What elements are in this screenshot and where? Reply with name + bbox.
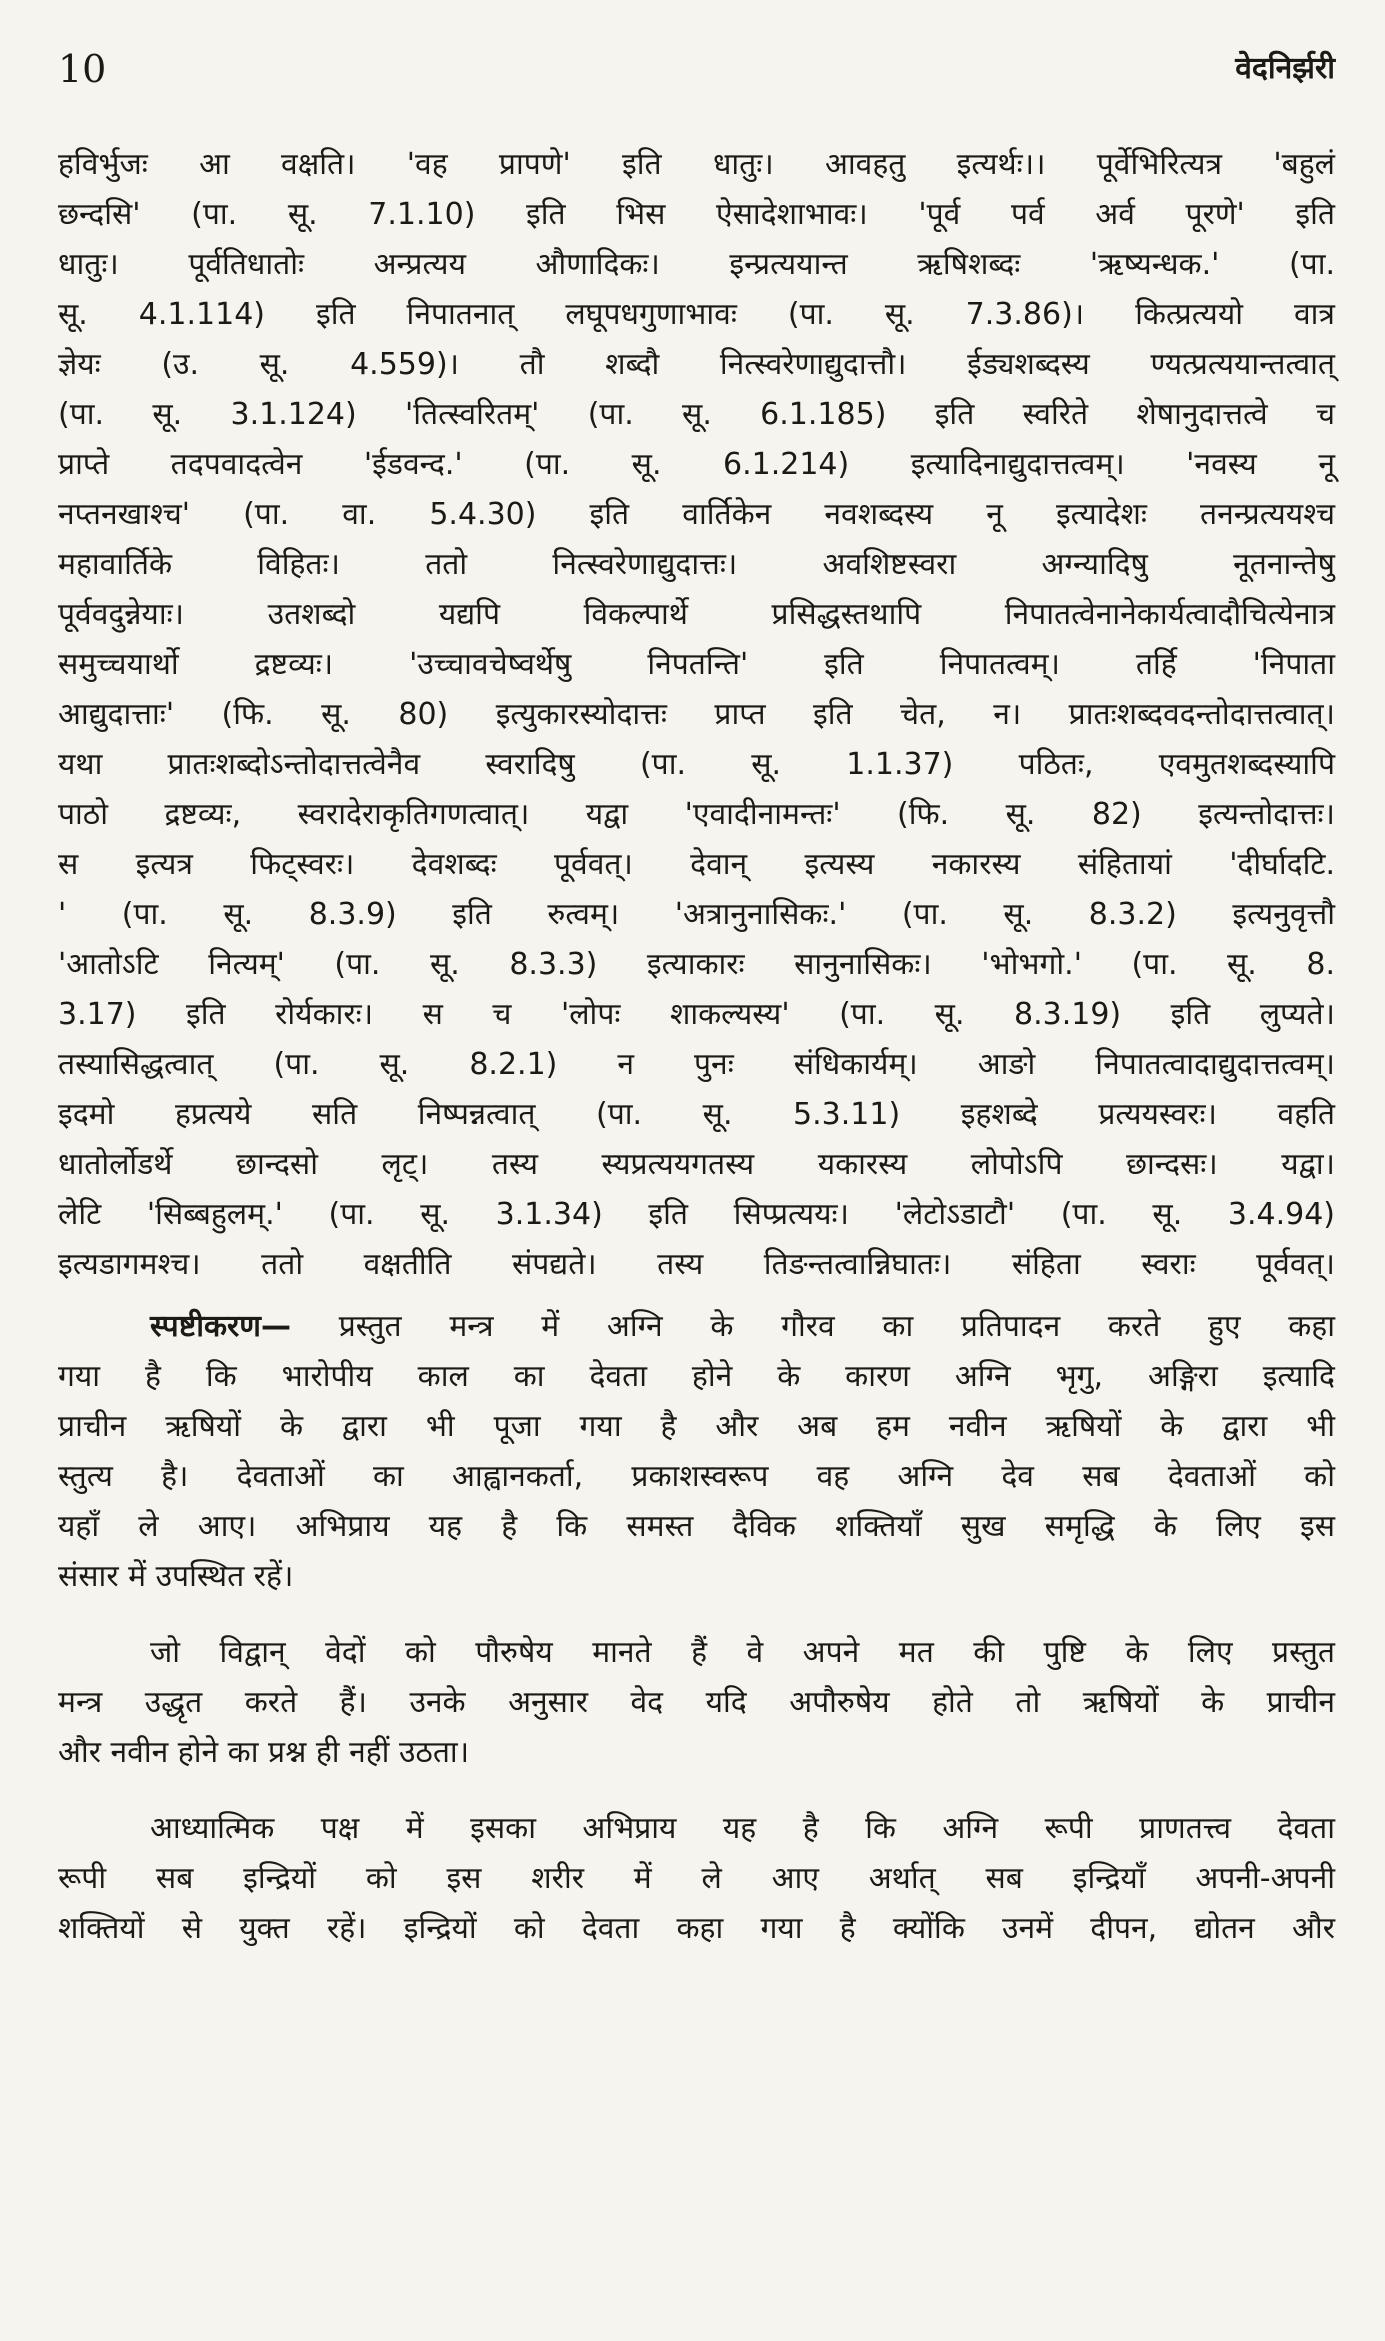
text-line: यथा प्रातःशब्दोऽन्तोदात्तत्वेनैव स्वरादिषु (पा. सू. 1.1.37) पठितः, एवमुतशब्दस्यापि [58, 747, 1335, 782]
text-line: धातुः। पूर्वतिधातोः अन्प्रत्यय औणादिकः। इन्प्रत्ययान्त ऋषिशब्दः 'ऋष्यन्धक.' (पा. [58, 247, 1335, 282]
text-line: आध्यात्मिक पक्ष में इसका अभिप्राय यह है कि अग्नि रूपी प्राणतत्त्व देवता [150, 1811, 1335, 1846]
text-line: यहाँ ले आए। अभिप्राय यह है कि समस्त दैविक शक्तियाँ सुख समृद्धि के लिए इस [58, 1509, 1335, 1544]
text-line: स्तुत्य है। देवताओं का आह्वानकर्ता, प्रकाशस्वरूप वह अग्नि देव सब देवताओं को [58, 1459, 1335, 1494]
text-line: स इत्यत्र फिट्स्वरः। देवशब्दः पूर्ववत्। देवान् इत्यस्य नकारस्य संहितायां 'दीर्घादटि. [58, 847, 1335, 882]
page-header [58, 44, 1335, 94]
commentary-paragraph [58, 1302, 1335, 1602]
text-line: सू. 4.1.114) इति निपातनात् लघूपधगुणाभावः (पा. सू. 7.3.86)। कित्प्रत्ययो वात्र [58, 297, 1335, 332]
text-line: छन्दसि' (पा. सू. 7.1.10) इति भिस ऐसादेशाभावः। 'पूर्व पर्व अर्व पूरणे' इति [58, 197, 1335, 232]
text-line: तस्यासिद्धत्वात् (पा. सू. 8.2.1) न पुनः संधिकार्यम्। आङो निपातत्वादाद्युदात्तत्वम्। [58, 1047, 1335, 1082]
adhyatmika-paragraph [58, 1804, 1335, 1954]
text-line: शक्तियों से युक्त रहें। इन्द्रियों को देवता कहा गया है क्योंकि उनमें दीपन, द्योतन और [58, 1911, 1335, 1946]
text-line: लेटि 'सिब्बहुलम्.' (पा. सू. 3.1.34) इति सिप्प्रत्ययः। 'लेटोऽडाटौ' (पा. सू. 3.4.94) [58, 1197, 1335, 1232]
text-line: इत्यडागमश्च। ततो वक्षतीति संपद्यते। तस्य तिङन्तत्वान्निघातः। संहिता स्वराः पूर्ववत्। [58, 1247, 1335, 1282]
text-line: ज्ञेयः (उ. सू. 4.559)। तौ शब्दौ नित्स्वरेणाद्युदात्तौ। ईड्यशब्दस्य ण्यत्प्रत्ययान्तत्वात् [58, 347, 1335, 382]
text-line: मन्त्र उद्धृत करते हैं। उनके अनुसार वेद यदि अपौरुषेय होते तो ऋषियों के प्राचीन [58, 1685, 1335, 1720]
grammar-paragraph [58, 140, 1335, 1290]
text-line: हविर्भुजः आ वक्षति। 'वह प्रापणे' इति धातुः। आवहतु इत्यर्थः।। पूर्वेभिरित्यत्र 'बहुलं [58, 147, 1335, 182]
running-head: वेदनिर्झरी [1235, 51, 1335, 86]
text-line: और नवीन होने का प्रश्न ही नहीं उठता। [58, 1735, 470, 1770]
page-number: 10 [58, 47, 107, 91]
text-line: ' (पा. सू. 8.3.9) इति रुत्वम्। 'अत्रानुनासिकः.' (पा. सू. 8.3.2) इत्यनुवृत्तौ [58, 897, 1335, 932]
commentary-first-line [58, 1302, 1335, 1352]
text-line: गया है कि भारोपीय काल का देवता होने के कारण अग्नि भृगु, अङ्गिरा इत्यादि [58, 1359, 1335, 1394]
text-line: संसार में उपस्थित रहें। [58, 1559, 294, 1594]
commentary-label: स्पष्टीकरण— [150, 1309, 291, 1344]
text-line: महावार्तिके विहितः। ततो नित्स्वरेणाद्युदात्तः। अवशिष्टस्वरा अग्न्यादिषु नूतनान्तेषु [58, 547, 1335, 582]
text-line: प्राप्ते तदपवादत्वेन 'ईडवन्द.' (पा. सू. 6.1.214) इत्यादिनाद्युदात्तत्वम्। 'नवस्य नू [58, 447, 1335, 482]
text-line: जो विद्वान् वेदों को पौरुषेय मानते हैं वे अपने मत की पुष्टि के लिए प्रस्तुत [150, 1635, 1335, 1670]
page-body [58, 140, 1335, 1954]
text-line: धातोर्लोडर्थे छान्दसो लृट्। तस्य स्यप्रत्ययगतस्य यकारस्य लोपोऽपि छान्दसः। यद्वा। [58, 1147, 1335, 1182]
paurusheya-paragraph [58, 1628, 1335, 1778]
text-line: पाठो द्रष्टव्यः, स्वरादेराकृतिगणत्वात्। यद्वा 'एवादीनामन्तः' (फि. सू. 82) इत्यन्तोदात्तः। [58, 797, 1335, 832]
text-line: पूर्ववदुन्नेयाः। उतशब्दो यद्यपि विकल्पार्थे प्रसिद्धस्तथापि निपातत्वेनानेकार्यत्वादौचित्येनात्र [58, 597, 1335, 632]
text-line: इदमो हप्रत्यये सति निष्पन्नत्वात् (पा. सू. 5.3.11) इहशब्दे प्रत्ययस्वरः। वहति [58, 1097, 1335, 1132]
text-line: नप्तनखाश्च' (पा. वा. 5.4.30) इति वार्तिकेन नवशब्दस्य नू इत्यादेशः तनन्प्रत्ययश्च [58, 497, 1335, 532]
text-line: (पा. सू. 3.1.124) 'तित्स्वरितम्' (पा. सू. 6.1.185) इति स्वरिते शेषानुदात्तत्वे च [58, 397, 1335, 432]
text-line: 3.17) इति रोर्यकारः। स च 'लोपः शाकल्यस्य' (पा. सू. 8.3.19) इति लुप्यते। [58, 997, 1335, 1032]
text-line: समुच्चयार्थो द्रष्टव्यः। 'उच्चावचेष्वर्थेषु निपतन्ति' इति निपातत्वम्। तर्हि 'निपाता [58, 647, 1335, 682]
text-line: प्राचीन ऋषियों के द्वारा भी पूजा गया है और अब हम नवीन ऋषियों के द्वारा भी [58, 1409, 1335, 1444]
commentary-first-text: प्रस्तुत मन्त्र में अग्नि के गौरव का प्रतिपादन करते हुए कहा [291, 1309, 1335, 1344]
text-line: रूपी सब इन्द्रियों को इस शरीर में ले आए अर्थात् सब इन्द्रियाँ अपनी-अपनी [58, 1861, 1335, 1896]
text-line: आद्युदात्ताः' (फि. सू. 80) इत्युकारस्योदात्तः प्राप्त इति चेत, न। प्रातःशब्दवदन्तोदात्तत्वात्। [58, 697, 1335, 732]
text-line: 'आतोऽटि नित्यम्' (पा. सू. 8.3.3) इत्याकारः सानुनासिकः। 'भोभगो.' (पा. सू. 8. [58, 947, 1335, 982]
